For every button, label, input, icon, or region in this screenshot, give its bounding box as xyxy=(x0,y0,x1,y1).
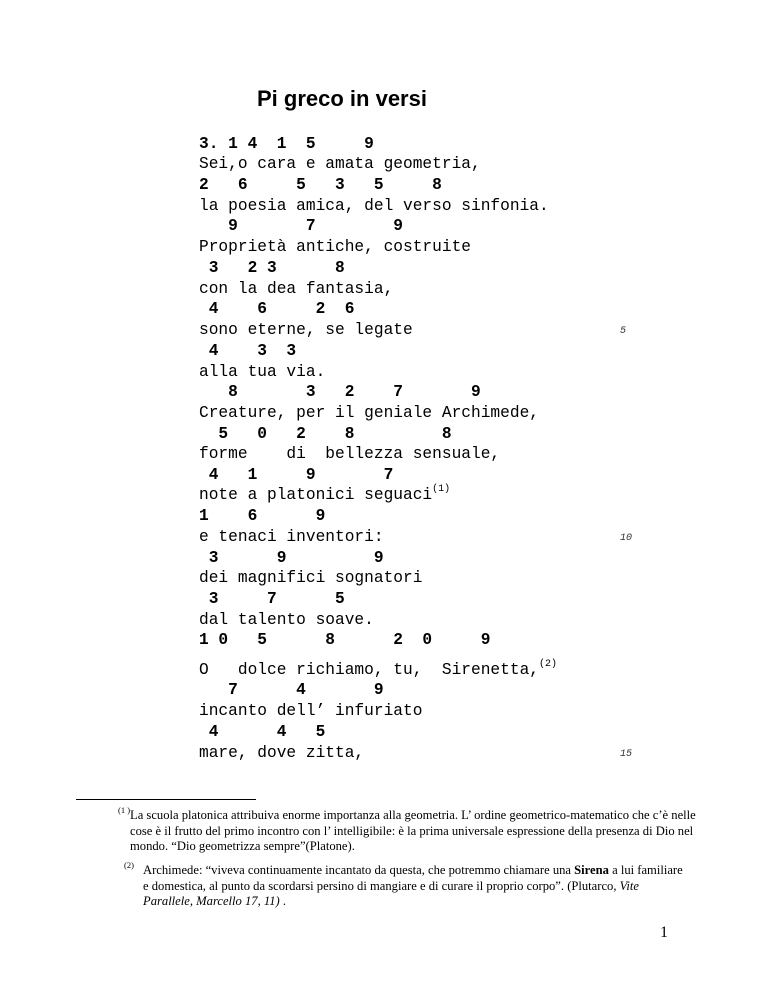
digits-row: 2 6 5 3 5 8 xyxy=(199,176,442,194)
line-number: 10 xyxy=(620,533,633,544)
digits-row: 5 0 2 8 8 xyxy=(199,425,452,443)
digits-row: 7 4 9 xyxy=(199,681,384,699)
verse-line: Creature, per il geniale Archimede, xyxy=(199,404,539,422)
verse-line: con la dea fantasia, xyxy=(199,280,394,298)
footnote-bold-word: Sirena xyxy=(574,863,609,877)
verse-line: e tenaci inventori: xyxy=(199,528,384,546)
verse-line: dei magnifici sognatori xyxy=(199,569,423,587)
footnote-ref-2: (2) xyxy=(539,659,558,670)
verse-line: alla tua via. xyxy=(199,363,326,381)
digits-row: 1 6 9 xyxy=(199,507,326,525)
footnote-text: a lui familiare e domestica, al punto da scordarsi persino di mangiare e di curare il proprio corpo”. (Plutarco, xyxy=(143,863,683,893)
footnote-ref-1: (1) xyxy=(432,484,451,495)
verse-text: O dolce richiamo, tu, Sirenetta, xyxy=(199,661,539,679)
line-number: 5 xyxy=(620,326,627,337)
verse-line: forme di bellezza sensuale, xyxy=(199,445,501,463)
line-number: 15 xyxy=(620,749,633,760)
verse-line: Sei,o cara e amata geometria, xyxy=(199,155,481,173)
verse-line: incanto dell’ infuriato xyxy=(199,702,423,720)
verse-line: dal talento soave. xyxy=(199,611,374,629)
footnote-1: La scuola platonica attribuiva enorme importanza alla geometria. L’ ordine geometrico-matematico che c’è nelle cose è il frutto del primo incontro con l’ intelligibile: è la prima universale espressione della presenza di Dio nel mondo. “Dio geometrizza sempre”(Platone). xyxy=(130,808,696,853)
digits-row: 4 6 2 6 xyxy=(199,300,355,318)
digits-row: 3. 1 4 1 5 9 xyxy=(199,135,374,153)
footnote-text: . xyxy=(279,894,287,908)
digits-row: 4 1 9 7 xyxy=(199,466,394,484)
footnote-separator xyxy=(76,799,256,800)
footnote-2 xyxy=(143,863,688,910)
verse-text: note a platonici seguaci xyxy=(199,486,433,504)
verse-line: sono eterne, se legate xyxy=(199,321,413,339)
digits-row: 8 3 2 7 9 xyxy=(199,383,481,401)
verse-line: la poesia amica, del verso sinfonia. xyxy=(199,197,549,215)
digits-row: 3 9 9 xyxy=(199,549,384,567)
digits-row: 3 7 5 xyxy=(199,590,345,608)
footnote-text: Archimede: “viveva continuamente incantato da questa, che potremmo chiamare una xyxy=(143,863,575,877)
footnote-mark-2: (2) xyxy=(124,860,134,870)
digits-row: 4 3 3 xyxy=(199,342,297,360)
verse-line: Proprietà antiche, costruite xyxy=(199,238,471,256)
digits-row: 1 0 5 8 2 0 9 xyxy=(199,631,491,649)
verse-line xyxy=(199,485,450,508)
verse-line: mare, dove zitta, xyxy=(199,744,365,762)
page-title: Pi greco in versi xyxy=(257,86,427,111)
footnote-mark-1: (1 ) xyxy=(118,805,131,815)
digits-row: 4 4 5 xyxy=(199,723,326,741)
digits-row: 9 7 9 xyxy=(199,217,403,235)
page-number: 1 xyxy=(660,924,668,941)
digits-row: 3 2 3 8 xyxy=(199,259,345,277)
footnote-citation: Vite Parallele, Marcello 17, 11) xyxy=(143,878,640,908)
